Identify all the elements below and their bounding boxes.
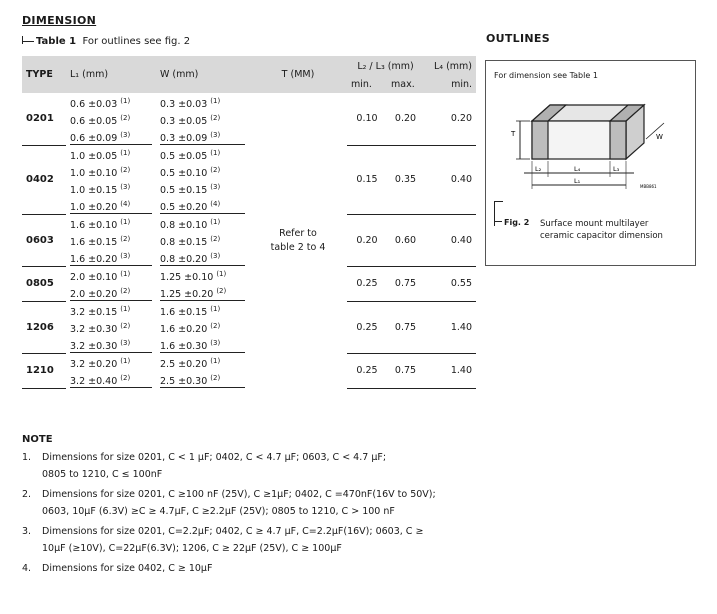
value-text <box>160 283 245 301</box>
footnote-ref: (2) <box>210 374 221 382</box>
fig-bracket-tick <box>494 221 502 222</box>
cell-l1 <box>66 110 156 127</box>
value-text <box>70 145 152 162</box>
cell-type: 0805 <box>22 266 66 301</box>
l1-value: 1.0 ±0.15 <box>70 185 118 197</box>
note-line: 0603, 10μF (6.3V) ≥C ≥ 4.7μF, C ≥2.2μF (25V); 0805 to 1210, C > 100 nF <box>42 506 395 517</box>
footnote-ref: (4) <box>120 200 131 208</box>
value-text <box>70 179 152 196</box>
w-value: 0.8 ±0.20 <box>160 254 208 266</box>
col-l4-min: min. <box>424 76 476 93</box>
l1-value: 1.0 ±0.10 <box>70 168 118 180</box>
cell-w <box>156 179 249 196</box>
w-value: 0.8 ±0.15 <box>160 237 208 249</box>
capacitor-drawing <box>494 91 690 191</box>
footnote-ref: (1) <box>210 357 221 365</box>
value-text <box>70 283 152 301</box>
col-l23: L₂ / L₃ (mm) <box>347 56 424 76</box>
value-text <box>160 196 245 214</box>
col-l23-max: max. <box>387 76 424 93</box>
footnote-ref: (1) <box>210 149 221 157</box>
l1-value: 1.6 ±0.10 <box>70 220 118 232</box>
cell-w <box>156 335 249 353</box>
col-w: W (mm) <box>156 56 249 93</box>
value-text <box>160 93 245 110</box>
l1-value: 3.2 ±0.40 <box>70 376 118 388</box>
value-text <box>160 370 245 388</box>
cell-l23min: 0.25 <box>347 353 387 388</box>
cell-type: 0201 <box>22 93 66 145</box>
col-l4: L₄ (mm) <box>424 56 476 76</box>
value-text <box>160 214 245 231</box>
value-text <box>70 301 152 318</box>
col-type: TYPE <box>22 56 66 93</box>
cell-l1 <box>66 214 156 231</box>
note-line: Dimensions for size 0201, C=2.2μF; 0402, C ≥ 4.7 μF, C=2.2μF(16V); 0603, C ≥ <box>42 526 424 537</box>
note-line: Dimensions for size 0201, C < 1 μF; 0402, C < 4.7 μF; 0603, C < 4.7 μF; <box>42 452 387 463</box>
w-value: 0.5 ±0.10 <box>160 168 208 180</box>
value-text <box>160 335 245 353</box>
footnote-ref: (2) <box>210 322 221 330</box>
cell-w <box>156 93 249 110</box>
l1-value: 1.6 ±0.20 <box>70 254 118 266</box>
w-value: 0.3 ±0.05 <box>160 116 208 128</box>
footnote-ref: (1) <box>120 218 131 226</box>
cell-l23max: 0.20 <box>387 93 424 145</box>
l1-value: 1.6 ±0.15 <box>70 237 118 249</box>
value-text <box>70 214 152 231</box>
note-number: 1. <box>22 452 32 463</box>
cell-l1 <box>66 127 156 145</box>
label-l2: L₂ <box>535 165 542 173</box>
fig-label: Fig. 2 <box>504 218 530 227</box>
table-row <box>22 93 476 110</box>
footnote-ref: (1) <box>210 305 221 313</box>
note-line: 10μF (≥10V), C=22μF(6.3V); 1206, C ≥ 22μF (25V), C ≥ 100μF <box>42 543 342 554</box>
table-caption-text: For outlines see fig. 2 <box>82 36 191 47</box>
note-number: 2. <box>22 489 32 500</box>
footnote-ref: (3) <box>210 183 221 191</box>
cell-l1 <box>66 301 156 318</box>
label-w: W <box>656 133 663 141</box>
note-number: 4. <box>22 563 32 574</box>
label-l1: L₁ <box>574 177 581 185</box>
l1-value: 3.2 ±0.20 <box>70 359 118 371</box>
value-text <box>160 248 245 266</box>
cell-w <box>156 370 249 388</box>
note-number: 3. <box>22 526 32 537</box>
cell-t-note <box>249 93 347 388</box>
col-t: T (MM) <box>249 56 347 93</box>
cell-l23max: 0.75 <box>387 266 424 301</box>
cell-l1 <box>66 231 156 248</box>
w-value: 1.6 ±0.15 <box>160 307 208 319</box>
fig-caption <box>540 218 663 242</box>
footnote-ref: (1) <box>216 270 227 278</box>
cell-l1 <box>66 335 156 353</box>
l1-value: 3.2 ±0.30 <box>70 324 118 336</box>
t-note-line: table 2 to 4 <box>270 241 326 253</box>
value-text <box>160 266 245 283</box>
footnote-ref: (3) <box>210 131 221 139</box>
value-text <box>70 162 152 179</box>
cell-w <box>156 145 249 162</box>
cell-l4min: 0.55 <box>424 266 476 301</box>
w-value: 0.8 ±0.10 <box>160 220 208 232</box>
footnote-ref: (1) <box>210 218 221 226</box>
l1-value: 0.6 ±0.05 <box>70 116 118 128</box>
label-t: T <box>511 130 516 138</box>
footnote-ref: (1) <box>120 305 131 313</box>
l1-value: 1.0 ±0.05 <box>70 151 118 163</box>
w-value: 1.6 ±0.20 <box>160 324 208 336</box>
col-l23-min: min. <box>347 76 387 93</box>
cell-l4min: 0.40 <box>424 214 476 266</box>
w-value: 0.3 ±0.03 <box>160 99 208 111</box>
value-text <box>160 179 245 196</box>
note-item <box>22 560 482 577</box>
outline-figure-box <box>485 60 696 266</box>
w-value: 1.6 ±0.30 <box>160 341 208 353</box>
table-label: Table 1 <box>36 36 77 47</box>
w-value: 2.5 ±0.30 <box>160 376 208 388</box>
cell-type: 0402 <box>22 145 66 214</box>
cell-l23max: 0.75 <box>387 301 424 353</box>
footnote-ref: (3) <box>210 252 221 260</box>
w-value: 0.3 ±0.09 <box>160 133 208 145</box>
cell-l1 <box>66 353 156 370</box>
table-caption <box>22 36 190 47</box>
l1-value: 0.6 ±0.09 <box>70 133 118 145</box>
footnote-ref: (1) <box>120 97 131 105</box>
footnote-ref: (3) <box>210 339 221 347</box>
w-value: 2.5 ±0.20 <box>160 359 208 371</box>
value-text <box>70 353 152 370</box>
footnote-ref: (2) <box>120 235 131 243</box>
footnote-ref: (2) <box>120 114 131 122</box>
note-line: Dimensions for size 0201, C ≥100 nF (25V), C ≥1μF; 0402, C =470nF(16V to 50V); <box>42 489 436 500</box>
cell-w <box>156 162 249 179</box>
cell-l1 <box>66 196 156 214</box>
terminal-right <box>610 121 626 159</box>
caption-rule <box>22 41 34 42</box>
value-text <box>160 127 245 145</box>
w-value: 0.5 ±0.20 <box>160 202 208 214</box>
note-item <box>22 523 482 557</box>
cell-l23min: 0.20 <box>347 214 387 266</box>
value-text <box>70 93 152 110</box>
cell-l4min: 1.40 <box>424 301 476 353</box>
outlines-title: OUTLINES <box>486 32 550 45</box>
note-line: 0805 to 1210, C ≤ 100nF <box>42 469 163 480</box>
value-text <box>70 370 152 388</box>
l1-value: 2.0 ±0.20 <box>70 289 118 301</box>
cell-l1 <box>66 179 156 196</box>
cell-w <box>156 214 249 231</box>
footnote-ref: (2) <box>120 166 131 174</box>
cell-l1 <box>66 248 156 266</box>
col-l1: L₁ (mm) <box>66 56 156 93</box>
cell-l1 <box>66 162 156 179</box>
w-value: 1.25 ±0.20 <box>160 289 214 301</box>
fig-caption-line: Surface mount multilayer <box>540 219 649 229</box>
note-text <box>42 486 436 520</box>
footnote-ref: (2) <box>120 287 131 295</box>
cell-type: 0603 <box>22 214 66 266</box>
cell-l1 <box>66 145 156 162</box>
footnote-ref: (2) <box>210 235 221 243</box>
notes-title: NOTE <box>22 434 53 445</box>
fig-caption-line: ceramic capacitor dimension <box>540 231 663 241</box>
cell-w <box>156 127 249 145</box>
cell-w <box>156 196 249 214</box>
l1-value: 1.0 ±0.20 <box>70 202 118 214</box>
value-text <box>160 110 245 127</box>
cell-w <box>156 266 249 283</box>
cell-w <box>156 231 249 248</box>
cell-l4min: 0.20 <box>424 93 476 145</box>
footnote-ref: (3) <box>120 131 131 139</box>
cell-l23max: 0.75 <box>387 353 424 388</box>
l1-value: 0.6 ±0.03 <box>70 99 118 111</box>
l1-value: 3.2 ±0.15 <box>70 307 118 319</box>
footnote-ref: (1) <box>120 270 131 278</box>
cell-w <box>156 301 249 318</box>
value-text <box>70 318 152 335</box>
note-text <box>42 449 386 483</box>
cell-l1 <box>66 283 156 301</box>
cell-w <box>156 318 249 335</box>
footnote-ref: (3) <box>120 183 131 191</box>
w-value: 0.5 ±0.15 <box>160 185 208 197</box>
cell-l23min: 0.25 <box>347 301 387 353</box>
note-text <box>42 560 212 577</box>
cell-w <box>156 248 249 266</box>
caption-corner <box>22 36 23 44</box>
cell-l1 <box>66 370 156 388</box>
footnote-ref: (1) <box>120 149 131 157</box>
cell-w <box>156 110 249 127</box>
l1-value: 3.2 ±0.30 <box>70 341 118 353</box>
footnote-ref: (1) <box>210 97 221 105</box>
label-l3: L₃ <box>613 165 620 173</box>
value-text <box>160 145 245 162</box>
footnote-ref: (4) <box>210 200 221 208</box>
value-text <box>160 162 245 179</box>
value-text <box>70 335 152 353</box>
note-line: Dimensions for size 0402, C ≥ 10μF <box>42 563 213 574</box>
footnote-ref: (1) <box>120 357 131 365</box>
cell-l1 <box>66 318 156 335</box>
cell-l23min: 0.25 <box>347 266 387 301</box>
footnote-ref: (3) <box>120 252 131 260</box>
value-text <box>70 110 152 127</box>
value-text <box>70 266 152 283</box>
cell-l23min: 0.10 <box>347 93 387 145</box>
footnote-ref: (2) <box>120 374 131 382</box>
terminal-left <box>532 121 548 159</box>
fig-bracket <box>494 201 503 226</box>
value-text <box>70 127 152 145</box>
footnote-ref: (3) <box>120 339 131 347</box>
outline-box-note: For dimension see Table 1 <box>494 71 598 80</box>
footnote-ref: (2) <box>210 166 221 174</box>
value-text <box>160 231 245 248</box>
note-text <box>42 523 423 557</box>
value-text <box>70 196 152 214</box>
cell-w <box>156 353 249 370</box>
note-item <box>22 486 482 520</box>
footnote-ref: (2) <box>120 322 131 330</box>
cell-type: 1206 <box>22 301 66 353</box>
footnote-ref: (2) <box>210 114 221 122</box>
footnote-ref: (2) <box>216 287 227 295</box>
value-text <box>160 353 245 370</box>
value-text <box>160 318 245 335</box>
value-text <box>70 248 152 266</box>
cell-type: 1210 <box>22 353 66 388</box>
l1-value: 2.0 ±0.10 <box>70 272 118 284</box>
cell-w <box>156 283 249 301</box>
cell-l1 <box>66 93 156 110</box>
cell-l1 <box>66 266 156 283</box>
cell-l4min: 0.40 <box>424 145 476 214</box>
cell-l23max: 0.60 <box>387 214 424 266</box>
cell-l23max: 0.35 <box>387 145 424 214</box>
notes-section <box>22 434 482 580</box>
drawing-code: MBB861 <box>640 184 657 189</box>
note-item <box>22 449 482 483</box>
t-note-line: Refer to <box>279 227 317 239</box>
w-value: 0.5 ±0.05 <box>160 151 208 163</box>
cell-l4min: 1.40 <box>424 353 476 388</box>
section-heading: DIMENSION <box>22 14 97 27</box>
label-l4: L₄ <box>574 165 581 173</box>
dimension-table <box>22 56 476 389</box>
value-text <box>160 301 245 318</box>
cell-l23min: 0.15 <box>347 145 387 214</box>
value-text <box>70 231 152 248</box>
w-value: 1.25 ±0.10 <box>160 272 214 284</box>
